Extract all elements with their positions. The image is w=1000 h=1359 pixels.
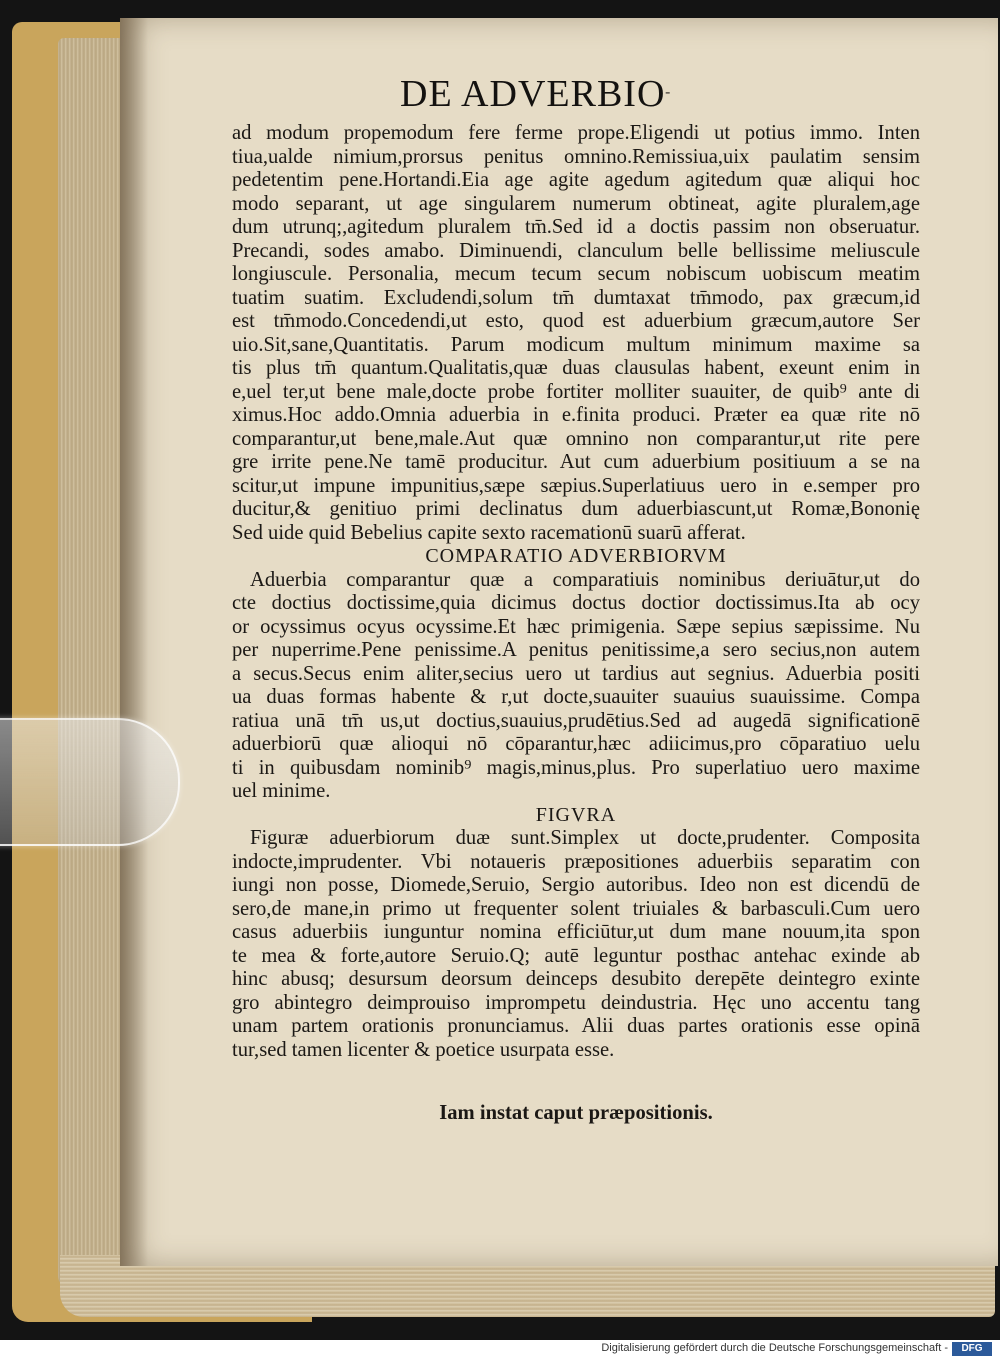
text-line: est tm̄modo.Concedendi,ut esto, quod est aduerbium græcum,autore Ser [232,310,920,332]
paragraph-adverbs [232,122,920,545]
page-gutter-shadow [120,18,148,1266]
credit-bar [0,1340,1000,1359]
text-line: ximus.Hoc addo.Omnia aduerbia in e.finita produci. Præter ea quæ rite nō [232,404,920,426]
text-line: ratiua unā tm̄ us,ut doctius,suauius,prudētius.Sed ad augedā significationē [232,709,920,732]
text-line: unam partem orationis pronunciamus. Alii duas partes orationis esse opinā [232,1015,920,1037]
text-line: casus aduerbiis iunguntur nomina efficiūtur,ut dum mane nouum,ita spon [232,921,920,943]
text-line: indocte,imprudenter. Vbi notaueris præpositiones aduerbiis separatim con [232,850,920,873]
text-line: modo separant, ut age singularem numerum obtineat, agite pluralem,age [232,192,920,215]
running-head: DE ADVERBIO [400,73,666,115]
text-line: ua duas formas habente & r,ut docte,suauiter suauius suauissime. Compa [232,686,920,708]
text-line: Sed uide quid Bebelius capite sexto racemationū suarū afferat. [232,521,746,544]
text-line: longiuscule. Personalia, mecum tecum secum nobiscum uobiscum meatim [232,263,920,285]
text-line: comparantur,ut bene,male.Aut quæ omnino non comparantur,ut rite pere [232,427,920,450]
text-line: a secus.Secus enim aliter,secius uero ut tardius aut segnius. Aduerbia positi [232,662,920,685]
section-heading-comparatio: COMPARATIO ADVERBIORVM [425,545,727,567]
text-line: e,uel ter,ut bene male,docte probe fortiter molliter suauiter, de quib⁹ ante di [232,380,920,403]
text-line: per nuperrime.Pene penissime.A penitus penitissime,a sero secius,non autem [232,639,920,661]
dfg-logo: DFG [952,1342,992,1356]
text-line: gro abintegro deimprouiso imprompetu deindustria. Hęc uno accentu tang [232,991,920,1014]
book-page [120,18,998,1266]
text-line: tiua,ualde nimium,prorsus penitus omnino.Remissiua,uix paulatim sensim [232,145,920,168]
text-line: gre irrite pene.Ne tamē producitur. Aut cum aduerbium positiuum a se na [232,451,920,473]
text-line: te mea & forte,autore Seruio.Q; autē leguntur posthac antehac exinde ab [232,944,920,967]
text-line: uel minime. [232,780,331,802]
page-text [232,122,920,1126]
credit-text: Digitalisierung gefördert durch die Deutsche Forschungsgemeinschaft - [601,1342,948,1354]
text-line: aduerbiorū quæ alioqui nō cōparantur,hæc adiicimus,pro cōparatiuo uelu [232,733,920,755]
text-line: Aduerbia comparantur quæ a comparatiuis nominibus deriuātur,ut do [250,568,920,591]
text-line: tis plus tm̄ quantum.Qualitatis,quæ duas clausulas habent, exeunt enim in [232,357,920,379]
text-line: sero,de mane,in primo ut frequenter solent triuiales & barbasculi.Cum uero [232,897,920,920]
spacer [232,1062,920,1102]
text-line: ti in quibusdam nominib⁹ magis,minus,plus. Pro superlatiuo uero maxime [232,756,920,779]
catchline: Iam instat caput præpositionis. [439,1102,713,1124]
text-line: hinc abusq; desursum deorsum deinceps desubito derepēte deintegro exinte [232,968,920,990]
running-head-mark: - [665,82,671,101]
text-line: uio.Sit,sane,Quantitatis. Parum modicum multum minimum maxime sa [232,333,920,356]
text-line: dum utrunq;,agitedum pluralem tm̄.Sed id a doctis passim non obseruatur. [232,216,920,238]
paragraph-figura [232,827,920,1062]
text-line: Precandi, sodes amabo. Diminuendi, clanculum belle bellissime meliuscule [232,239,920,262]
text-line: or ocyssimus ocyus ocyssime.Et hæc primigenia. Sæpe sepius sæpissime. Nu [232,615,920,638]
text-line: iungi non posse, Diomede,Seruio, Sergio autoribus. Ideo non est dicendū de [232,874,920,896]
section-heading-figura: FIGVRA [535,803,617,826]
text-line: ducitur,& genitiuo primi declinatus dum aduerbiascunt,ut Romæ,Bononię [232,498,920,520]
paragraph-comparatio [232,569,920,804]
text-line: scitur,ut impune impunitius,sæpe sæpius.Superlatiuus uero in e.semper pro [232,474,920,497]
text-line: ad modum propemodum fere ferme prope.Eligendi ut potius immo. Inten [232,122,920,144]
text-line: cte doctius doctissime,quia dicimus doctus doctior doctissimus.Ita ab ocy [232,592,920,614]
text-line: tuatim suatim. Excludendi,solum tm̄ dumtaxat tm̄modo, pax græcum,id [232,286,920,309]
bookmark-clip [0,718,180,846]
text-line: Figuræ aduerbiorum duæ sunt.Simplex ut docte,prudenter. Composita [250,827,920,849]
text-line: pedetentim pene.Hortandi.Eia age agite agedum agitedum quæ aliqui hoc [232,169,920,191]
text-line: tur,sed tamen licenter & poetice usurpata esse. [232,1038,615,1061]
